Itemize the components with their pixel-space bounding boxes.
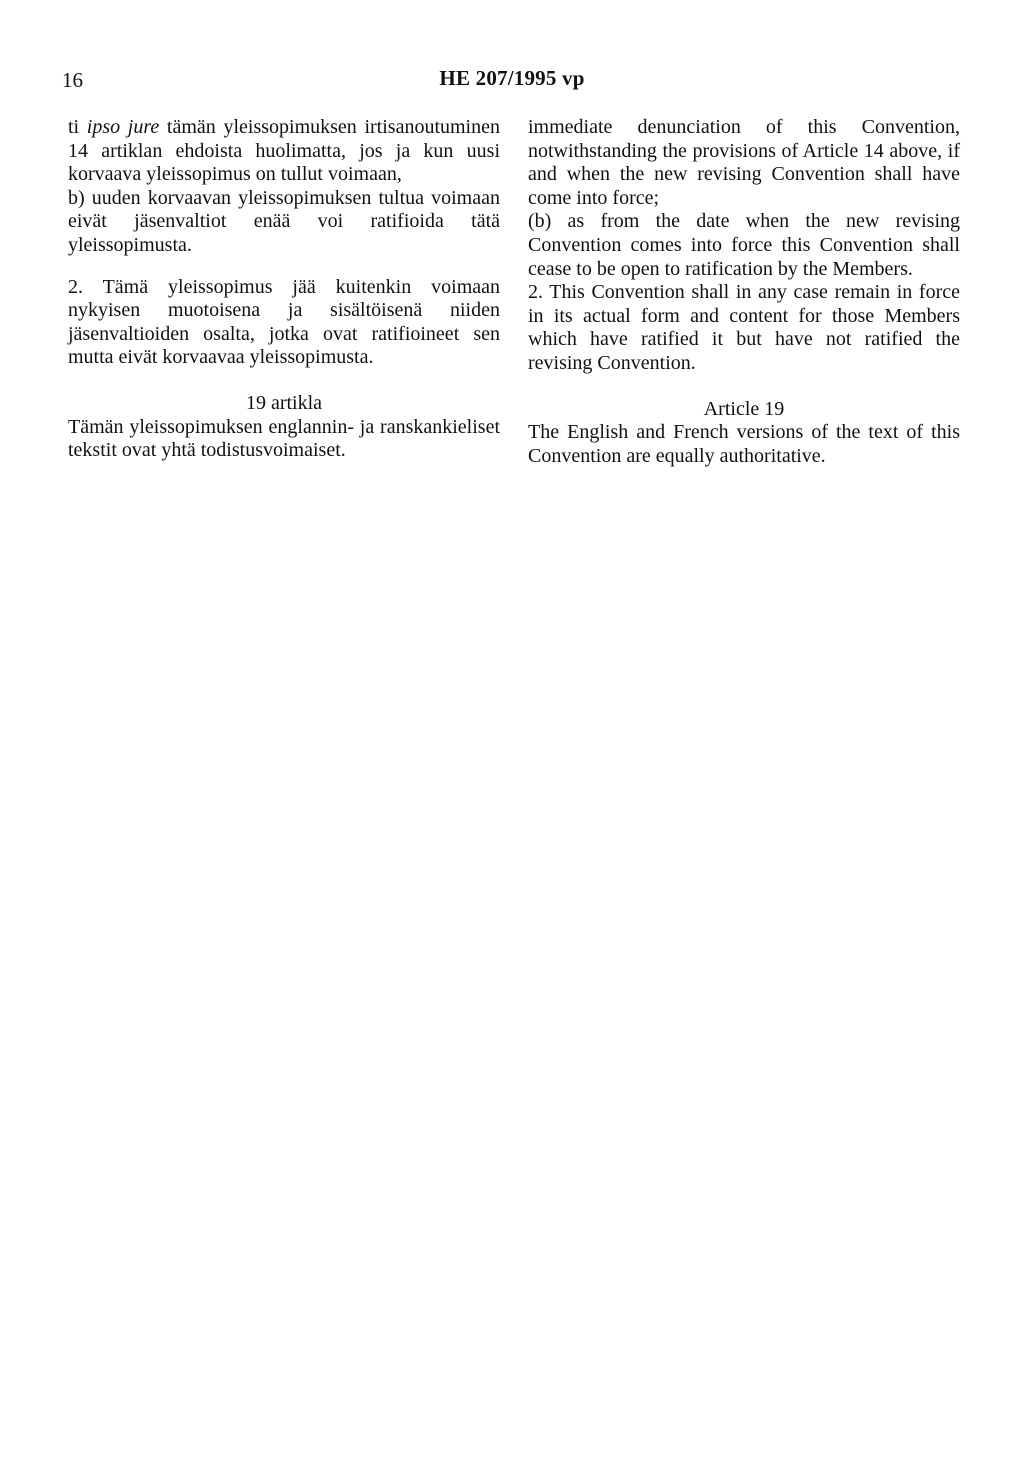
english-paragraph-2: (b) as from the date when the new revising Convention comes into force this Convention shall cease to be open to ratification by the Members.: [528, 210, 960, 280]
finnish-paragraph-1-rest: tämän yleissopimuksen irtisanoutuminen 14 artiklan ehdoista huolimatta, jos ja kun uusi korvaava yleissopimus on tullut voimaan,: [68, 116, 500, 186]
finnish-paragraph-4: Tämän yleissopimuksen englannin- ja ranskankieliset tekstit ovat yhtä todistusvoimaiset.: [68, 415, 500, 462]
finnish-article-heading: 19 artikla: [245, 391, 323, 414]
document-id: HE 207/1995 vp: [439, 66, 585, 90]
english-article-heading: Article 19: [703, 397, 785, 420]
finnish-paragraph-1-prefix: ti: [68, 116, 87, 138]
finnish-paragraph-1: [68, 116, 500, 187]
english-paragraph-1: immediate denunciation of this Convention, notwithstanding the provisions of Article 14 above, if and when the new revising Convention shall have come into force;: [528, 116, 960, 209]
finnish-paragraph-3: 2. Tämä yleissopimus jää kuitenkin voimaan nykyisen muotoisena ja sisältöisenä niiden jäsenvaltioiden osalta, jotka ovat ratifioineet sen mutta eivät korvaavaa yleissopimusta.: [68, 275, 500, 369]
finnish-paragraph-1-italic: ipso jure: [86, 116, 160, 138]
finnish-paragraph-2: b) uuden korvaavan yleissopimuksen tultua voimaan eivät jäsenvaltiot enää voi ratifioida tätä yleissopimusta.: [68, 186, 500, 256]
english-column: [528, 116, 960, 468]
page-number: 16: [62, 68, 83, 92]
english-paragraph-3: 2. This Convention shall in any case remain in force in its actual form and content for those Members which have ratified it but have not ratified the revising Convention.: [528, 281, 960, 374]
english-paragraph-4: The English and French versions of the text of this Convention are equally authoritative.: [528, 421, 960, 467]
finnish-column: [68, 116, 500, 463]
